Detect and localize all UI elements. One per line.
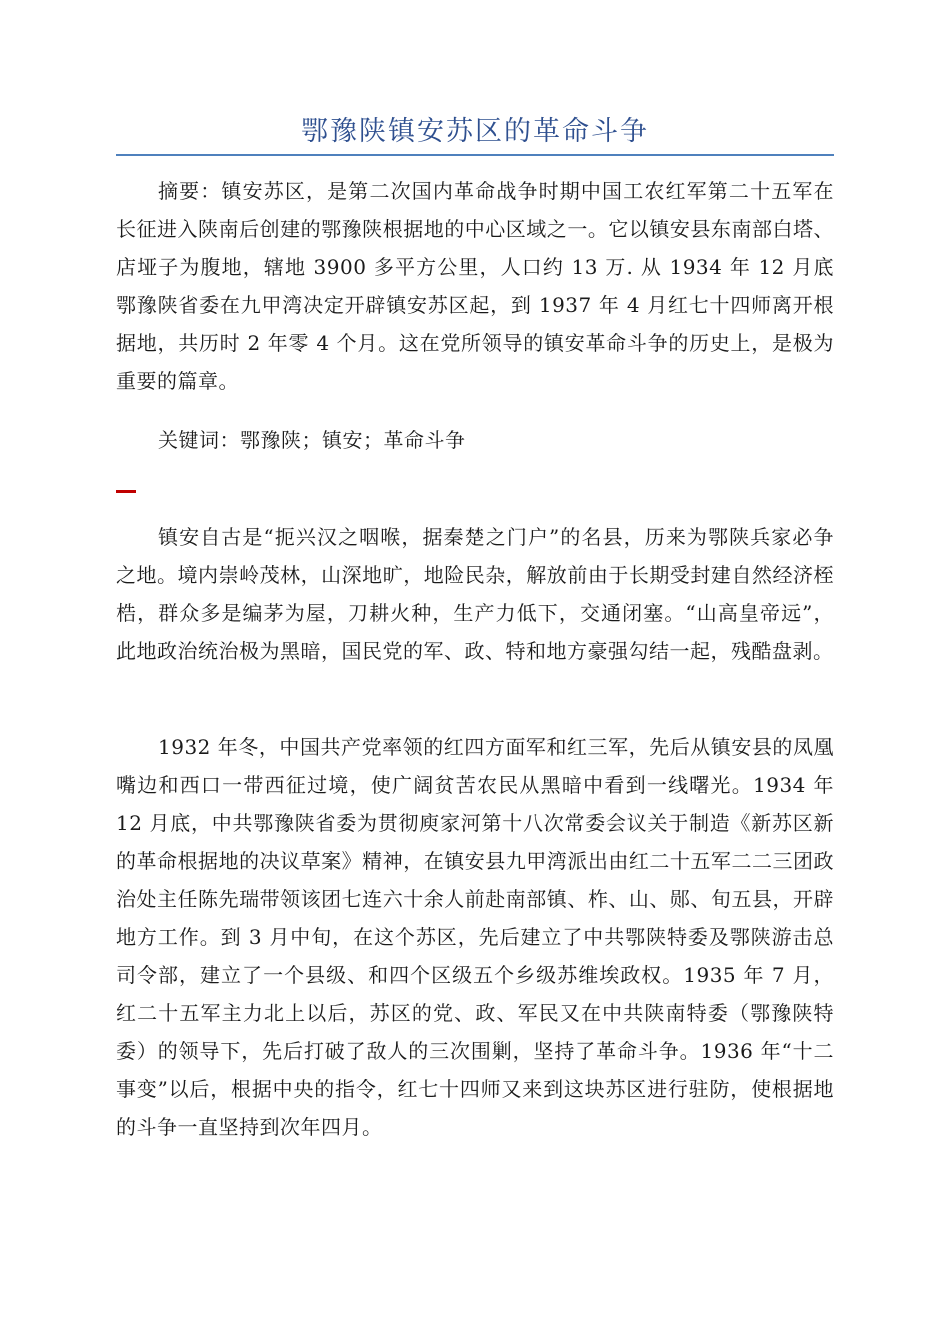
body-paragraph-1: 镇安自古是“扼兴汉之咽喉，据秦楚之门户”的名县，历来为鄂陕兵家必争之地。境内崇岭茂林，山深地旷，地险民杂，解放前由于长期受封建自然经济桎梏，群众多是编茅为屋，刀耕火种，生产力低下，交通闭塞。“山高皇帝远”，此地政治统治极为黑暗，国民党的军、政、特和地方豪强勾结一起，残酷盘剥。: [116, 525, 834, 663]
section-marker: [116, 490, 136, 493]
abstract-paragraph: 摘要：镇安苏区，是第二次国内革命战争时期中国工农红军第二十五军在长征进入陕南后创建的鄂豫陕根据地的中心区域之一。它以镇安县东南部白塔、店垭子为腹地，辖地 3900 多平方公里，人口约 13 万. 从 1934 年 12 月底鄂豫陕省委在九甲湾决定开辟镇安苏区起，到 1937 年 4 月红七十四师离开根据地，共历时 2 年零 4 个月。这在党所领导的镇安革命斗争的历史上，是极为重要的篇章。: [116, 179, 834, 393]
title-underline: [116, 154, 834, 156]
body-paragraph-2: 1932 年冬，中国共产党率领的红四方面军和红三军，先后从镇安县的凤凰嘴边和西口一带西征过境，使广阔贫苦农民从黑暗中看到一线曙光。1934 年 12 月底，中共鄂豫陕省委为贯彻庾家河第十八次常委会议关于制造《新苏区新的革命根据地的决议草案》精神，在镇安县九甲湾派出由红二十五军二二三团政治处主任陈先瑞带领该团七连六十余人前赴南部镇、柞、山、郧、旬五县，开辟地方工作。到 3 月中旬，在这个苏区，先后建立了中共鄂陕特委及鄂陕游击总司令部，建立了一个县级、和四个区级五个乡级苏维埃政权。1935 年 7 月，红二十五军主力北上以后，苏区的党、政、军民又在中共陕南特委（鄂豫陕特委）的领导下，先后打破了敌人的三次围剿，坚持了革命斗争。1936 年“十二事变”以后，根据中央的指令，红七十四师又来到这块苏区进行驻防，使根据地的斗争一直坚持到次年四月。: [116, 735, 834, 1139]
document-title: 鄂豫陕镇安苏区的革命斗争: [301, 116, 649, 147]
keywords-line: 关键词：鄂豫陕；镇安；革命斗争: [158, 428, 466, 452]
